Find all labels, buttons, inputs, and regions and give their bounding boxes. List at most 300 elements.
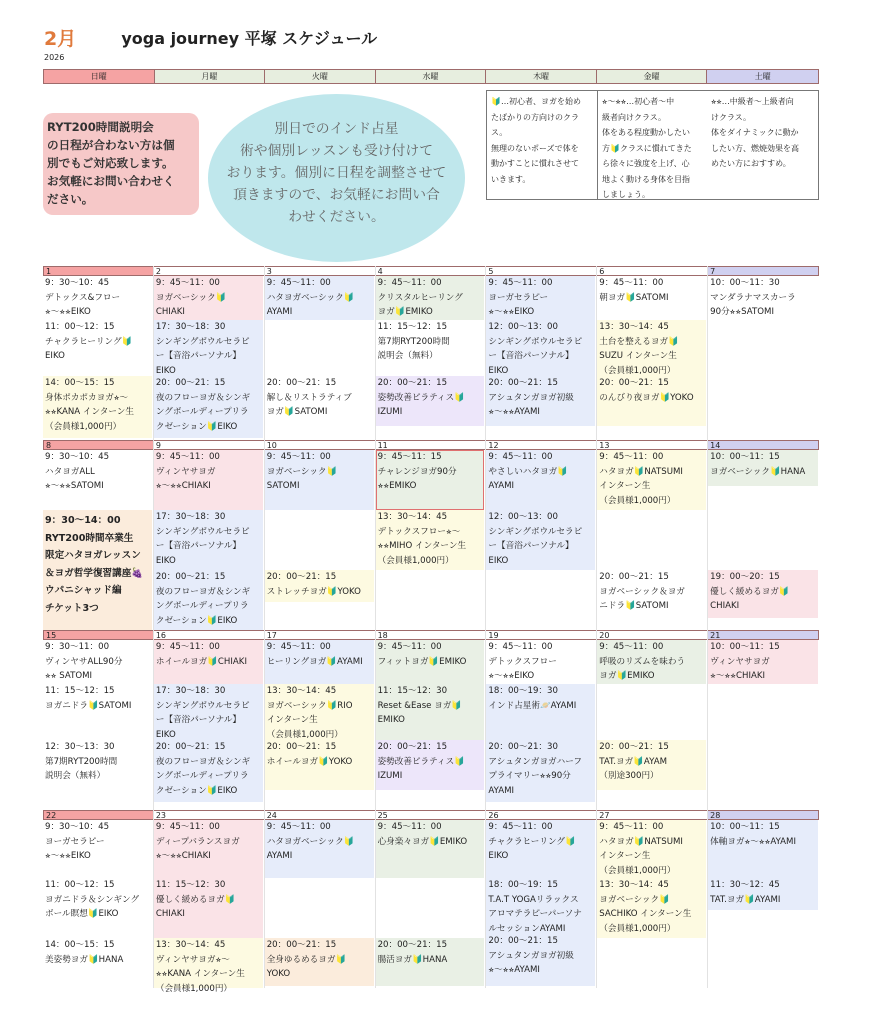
event-line: クゼーション🔰EIKO	[155, 786, 238, 797]
event-line: ⭐︎〜⭐︎⭐︎SATOMI	[45, 481, 104, 492]
legend-line: したい方、燃焼効果を高	[711, 143, 799, 153]
notice-line: わせください。	[288, 209, 385, 225]
class-event	[376, 740, 485, 790]
event-line: 10：00〜11：15	[710, 822, 780, 832]
class-event	[486, 878, 595, 934]
event-line: EIKO	[155, 730, 176, 741]
event-line: 9：30〜10：45	[45, 278, 110, 288]
class-event	[154, 510, 263, 570]
day-number: 19	[486, 630, 596, 640]
day-number: 20	[597, 630, 707, 640]
day-number: 12	[486, 440, 596, 450]
class-event	[376, 820, 485, 878]
event-line: ディープバランスヨガ	[155, 836, 240, 847]
event-line: 14：00〜15：15	[45, 940, 115, 950]
level-legend-advanced	[707, 90, 819, 200]
event-line: デトックスフロー⭐︎〜	[377, 526, 461, 537]
day-cell	[486, 440, 597, 630]
day-cell	[43, 630, 154, 810]
event-line: ヴィンヤサヨガ	[155, 466, 216, 477]
event-line: T.A.T YOGAリラックス	[488, 894, 579, 905]
event-line: ヨーガセラピー	[45, 836, 105, 847]
event-line: 腸活ヨガ🔰HANA	[377, 954, 448, 965]
day-number: 9	[154, 440, 264, 450]
class-event	[43, 938, 152, 986]
event-line: SUZU インターン生	[599, 351, 677, 362]
day-cell	[154, 630, 265, 810]
event-line: 9：45〜11：00	[488, 642, 553, 652]
event-line: 9：30〜10：45	[45, 822, 110, 832]
notice-line: 別日でのインド占星	[274, 121, 399, 137]
event-line: 9：45〜11：00	[155, 452, 220, 462]
event-line: チャレンジヨガ90分	[377, 466, 457, 477]
event-line: ＆ヨガ哲学復習講座🍇	[45, 567, 144, 579]
event-line: ⭐︎⭐︎KANA インターン生	[45, 407, 134, 418]
event-line: 11：15〜12：15	[45, 686, 115, 696]
legend-line: ⭐︎〜⭐︎⭐︎…初心者〜中	[602, 97, 675, 106]
event-line: ⭐︎〜⭐︎⭐︎AYAMI	[488, 965, 540, 976]
event-line: デトックスフロー	[488, 656, 557, 667]
event-line: 17：30〜18：30	[155, 322, 226, 332]
event-line: 9：45〜11：00	[599, 452, 664, 462]
day-number: 27	[597, 810, 707, 820]
event-line: クゼーション🔰EIKO	[155, 616, 238, 627]
notice-line: ださい。	[47, 192, 94, 206]
day-cell	[43, 266, 154, 440]
class-event	[43, 376, 152, 438]
class-event	[154, 938, 263, 995]
class-event	[597, 740, 706, 790]
event-line: インターン生	[599, 851, 651, 862]
event-line: 20：00〜21：15	[266, 742, 337, 752]
event-line: 9：30〜14：00	[45, 515, 121, 526]
event-line: アシュタンガヨガ初級	[488, 950, 574, 961]
event-line: ヨガベーシック🔰	[155, 292, 227, 303]
class-event	[708, 570, 818, 618]
class-event	[486, 934, 595, 986]
event-line: （会員様1,000円）	[599, 866, 676, 877]
event-line: （会員様1,000円）	[155, 984, 233, 995]
notice-line: 術や個別レッスンも受け付けて	[239, 143, 434, 159]
event-line: ー【音浴パーソナル】	[488, 541, 574, 552]
class-event	[486, 740, 595, 802]
event-line: 13：30〜14：45	[599, 322, 669, 332]
day-cell	[597, 440, 708, 630]
event-line: ハタヨガ🔰NATSUMI	[599, 836, 683, 847]
day-number: 28	[708, 810, 819, 820]
event-line: 姿勢改善ピラティス🔰	[377, 756, 465, 767]
event-line: 12：00〜13：00	[488, 322, 558, 332]
day-number: 25	[376, 810, 486, 820]
event-line: 20：00〜21：15	[377, 378, 448, 388]
event-line: 夜のフローヨガ＆シンギ	[155, 392, 251, 403]
page-title: yoga journey 平塚 スケジュール	[121, 29, 378, 48]
event-line: SACHIKO インターン生	[599, 909, 692, 920]
event-line: 12：00〜13：00	[488, 512, 558, 522]
event-line: 9：45〜11：00	[599, 278, 664, 288]
day-number: 5	[486, 266, 596, 276]
legend-line: たばかりの方向けのクラ	[491, 112, 579, 122]
event-line: プライマリー⭐︎⭐︎90分	[488, 771, 571, 782]
event-line: 限定ハタヨガレッスン	[45, 550, 141, 561]
event-line: 10：00〜11：15	[710, 452, 780, 462]
event-line: 優しく緩めるヨガ🔰	[155, 894, 236, 905]
day-cell	[486, 630, 597, 810]
legend-line: 級者向けクラス。	[602, 112, 666, 122]
event-line: 20：00〜21：15	[377, 940, 448, 950]
weekday-sat: 土曜	[707, 70, 818, 83]
event-line: ⭐︎〜⭐︎⭐︎CHIAKI	[155, 481, 211, 492]
event-line: ルセッションAYAMI	[488, 924, 566, 935]
class-event	[708, 640, 818, 684]
event-line: （会員様1,000円）	[266, 730, 343, 741]
event-line: AYAMI	[488, 786, 515, 797]
legend-line: 体をある程度動かしたい	[602, 128, 690, 137]
event-line: （会員様1,000円）	[45, 422, 122, 433]
day-number: 13	[597, 440, 707, 450]
class-event	[43, 276, 152, 320]
event-line: 9：45〜11：00	[155, 642, 220, 652]
day-cell	[486, 266, 597, 440]
event-line: のんびり夜ヨガ🔰YOKO	[599, 392, 694, 403]
event-line: AYAMI	[488, 481, 515, 492]
private-lesson-notice	[208, 94, 465, 262]
event-line: CHIAKI	[710, 601, 740, 612]
event-line: ハタヨガベーシック🔰	[266, 836, 355, 847]
event-line: ⭐︎〜⭐︎⭐︎AYAMI	[488, 407, 540, 418]
day-number: 11	[376, 440, 486, 450]
event-line: ⭐︎〜⭐︎⭐︎EIKO	[45, 307, 91, 318]
event-line: 夜のフローヨガ＆シンギ	[155, 586, 251, 597]
day-cell	[154, 810, 265, 995]
event-line: 体軸ヨガ⭐︎〜⭐︎⭐︎AYAMI	[710, 836, 797, 847]
class-event	[154, 450, 263, 510]
event-line: ⭐︎⭐︎EMIKO	[377, 481, 417, 492]
event-line: アロマテラピーパーソナ	[488, 909, 582, 920]
class-event	[597, 820, 706, 878]
class-event	[154, 570, 263, 630]
event-line: ⭐︎⭐︎ SATOMI	[45, 671, 93, 682]
event-line: 13：30〜14：45	[599, 880, 669, 890]
event-line: AYAMI	[266, 307, 293, 318]
notice-line: RYT200時間説明会	[47, 120, 154, 134]
event-line: 13：30〜14：45	[155, 940, 226, 950]
event-line: 14：00〜15：15	[45, 378, 115, 388]
event-line: YOKO	[266, 969, 291, 980]
event-line: （会員様1,000円）	[599, 496, 676, 507]
event-line: 美姿勢ヨガ🔰HANA	[45, 954, 124, 965]
event-line: ヨガベーシック＆ヨガ	[599, 586, 685, 597]
event-line: ー【音浴パーソナル】	[155, 541, 242, 552]
weekday-fri: 金曜	[597, 70, 708, 83]
event-line: 説明会（無料）	[377, 351, 438, 362]
class-event	[154, 640, 263, 684]
event-line: ヨガ🔰EMIKO	[377, 307, 433, 318]
event-line: シンギングボウルセラピ	[488, 336, 583, 347]
event-line: ハタヨガベーシック🔰	[266, 292, 355, 303]
event-line: 20：00〜21：15	[377, 742, 448, 752]
event-line: 20：00〜21：30	[488, 742, 558, 752]
legend-line: 地よく動ける身体を目指	[602, 174, 690, 184]
class-event	[486, 320, 595, 376]
notice-line: 頂きますので、お気軽にお問い合	[233, 187, 440, 203]
event-line: シンギングボウルセラピ	[155, 700, 250, 711]
day-number: 15	[43, 630, 153, 640]
day-cell	[376, 266, 487, 440]
class-event	[43, 878, 152, 938]
event-line: ヨーガセラピー	[488, 292, 549, 303]
event-line: IZUMI	[377, 771, 403, 782]
day-cell	[43, 810, 154, 988]
class-event	[265, 684, 374, 740]
class-event	[486, 276, 595, 320]
legend-line: ス。	[491, 128, 508, 137]
day-number: 16	[154, 630, 264, 640]
event-line: ー【音浴パーソナル】	[155, 351, 242, 362]
event-line: 90分⭐︎⭐︎SATOMI	[710, 307, 774, 318]
class-event	[154, 684, 263, 740]
event-line: 20：00〜21：15	[155, 742, 226, 752]
class-event	[265, 276, 374, 320]
month-label: 2月	[44, 28, 77, 50]
day-cell	[376, 810, 487, 988]
event-line: 夜のフローヨガ＆シンギ	[155, 756, 251, 767]
event-line: 解し＆リストラティブ	[266, 392, 352, 403]
event-line: 9：45〜11：00	[488, 822, 553, 832]
event-line: チケット3つ	[45, 602, 99, 614]
weekday-header-row	[43, 69, 819, 84]
class-event	[265, 450, 374, 510]
class-event	[486, 376, 595, 426]
class-event	[708, 276, 818, 326]
event-line: 11：15〜12：15	[377, 322, 448, 332]
day-cell	[708, 266, 819, 440]
legend-line: めたい方におすすめ。	[711, 159, 791, 168]
event-line: クゼーション🔰EIKO	[155, 422, 238, 433]
event-line: RYT200時間卒業生	[45, 532, 134, 544]
event-line: EIKO	[488, 851, 509, 862]
level-legend-intermediate	[597, 90, 708, 200]
legend-line: いきます。	[491, 174, 531, 184]
class-event	[486, 640, 595, 684]
event-line: ヨガ🔰SATOMI	[266, 407, 328, 418]
event-line: ヨガベーシック🔰RIO	[266, 700, 353, 711]
event-line: ー【音浴パーソナル】	[488, 351, 574, 362]
event-line: 優しく緩めるヨガ🔰	[710, 586, 790, 597]
day-cell	[597, 630, 708, 810]
day-number: 17	[265, 630, 375, 640]
class-event	[154, 820, 263, 878]
event-line: 朝ヨガ🔰SATOMI	[599, 292, 669, 303]
event-line: 呼吸のリズムを味わう	[599, 656, 686, 667]
event-line: ヨガベーシック🔰	[599, 894, 670, 905]
class-event	[597, 570, 706, 618]
class-event	[376, 376, 485, 426]
class-event	[43, 684, 152, 740]
event-line: Reset &Ease ヨガ🔰	[377, 700, 463, 711]
event-line: やさしいハタヨガ🔰	[488, 466, 568, 477]
year-label: 2026	[44, 53, 65, 62]
event-line: 17：30〜18：30	[155, 686, 226, 696]
event-line: アシュタンガヨガハーフ	[488, 756, 583, 767]
class-event	[265, 640, 374, 684]
class-event	[265, 938, 374, 986]
event-line: TAT.ヨガ🔰AYAMI	[710, 894, 781, 905]
event-line: 20：00〜21：15	[599, 742, 669, 752]
legend-line: 方🔰クラスに慣れてきた	[602, 143, 692, 153]
class-event	[597, 320, 706, 376]
class-event	[597, 376, 706, 426]
event-line: 9：45〜11：00	[266, 642, 331, 652]
class-event	[376, 510, 485, 570]
event-line: インド占星術🪐AYAMI	[488, 700, 577, 711]
day-number: 8	[43, 440, 153, 450]
class-event	[376, 684, 485, 740]
day-cell	[265, 630, 376, 810]
day-cell	[265, 810, 376, 988]
event-line: 9：30〜10：45	[45, 452, 110, 462]
day-cell	[708, 810, 819, 988]
event-line: 9：45〜11：00	[377, 278, 442, 288]
class-event	[154, 376, 263, 438]
event-line: EIKO	[155, 556, 176, 567]
weekday-wed: 水曜	[376, 70, 487, 83]
event-line: 11：15〜12：30	[377, 686, 448, 696]
legend-line: 体をダイナミックに動か	[711, 128, 799, 137]
class-event	[376, 320, 485, 376]
event-line: ニドラ🔰SATOMI	[599, 601, 669, 612]
event-line: 10：00〜11：15	[710, 642, 780, 652]
event-line: ⭐︎〜⭐︎⭐︎EIKO	[488, 671, 535, 682]
event-line: ⭐︎〜⭐︎⭐︎CHIAKI	[710, 671, 766, 682]
event-line: 20：00〜21：15	[266, 940, 337, 950]
event-line: SATOMI	[266, 481, 300, 492]
event-line: 9：45〜11：15	[377, 452, 442, 462]
day-cell	[265, 440, 376, 630]
event-line: 20：00〜21：15	[155, 378, 226, 388]
day-number: 1	[43, 266, 153, 276]
class-event	[597, 878, 706, 938]
event-line: 12：30〜13：30	[45, 742, 115, 752]
event-line: ウパニシャッド編	[45, 585, 122, 596]
event-line: 19：00〜20：15	[710, 572, 780, 582]
event-line: ヨガベーシック🔰HANA	[710, 466, 806, 477]
event-line: EIKO	[488, 556, 509, 567]
event-line: インターン生	[266, 715, 318, 726]
event-line: CHIAKI	[155, 909, 185, 920]
class-event	[486, 510, 595, 570]
legend-line: けクラス。	[711, 112, 751, 122]
event-line: 10：00〜11：30	[710, 278, 780, 288]
class-event	[43, 450, 152, 510]
event-line: 9：45〜11：00	[488, 278, 553, 288]
legend-line: 無理のないポーズで体を	[491, 143, 579, 153]
event-line: ヴィンヤサALL90分	[45, 656, 123, 667]
event-line: ングボールディープリラ	[155, 407, 249, 418]
event-line: ヨガニドラ🔰SATOMI	[45, 700, 132, 711]
event-line: EIKO	[488, 366, 509, 377]
event-line: ヨガニドラ＆シンギング	[45, 894, 140, 905]
event-line: 9：45〜11：00	[266, 278, 331, 288]
legend-line: 🔰…初心者、ヨガを始め	[491, 97, 581, 106]
event-line: 9：45〜11：00	[599, 822, 664, 832]
class-event	[43, 510, 152, 630]
event-line: 全身ゆるめるヨガ🔰	[266, 954, 347, 965]
day-cell	[708, 440, 819, 630]
notice-line: の日程が合わない方は個	[47, 138, 175, 152]
class-event	[597, 276, 706, 320]
event-line: 20：00〜21：15	[266, 378, 337, 388]
day-cell	[376, 440, 487, 630]
class-event	[154, 276, 263, 320]
class-event	[43, 320, 152, 376]
event-line: 9：45〜11：00	[377, 822, 442, 832]
day-number: 21	[708, 630, 819, 640]
legend-line: ら徐々に強度を上げ、心	[602, 159, 690, 168]
day-cell	[376, 630, 487, 810]
day-cell	[154, 266, 265, 440]
class-event	[708, 450, 818, 486]
event-line: シンギングボウルセラピ	[488, 526, 583, 537]
event-line: CHIAKI	[155, 307, 185, 318]
weekday-tue: 火曜	[265, 70, 376, 83]
event-line: アシュタンガヨガ初級	[488, 392, 574, 403]
event-line: 心身楽々ヨガ🔰EMIKO	[377, 836, 468, 847]
event-line: ボール瞑想🔰EIKO	[45, 909, 119, 920]
event-line: IZUMI	[377, 407, 403, 418]
class-event	[376, 276, 485, 320]
event-line: ングボールディープリラ	[155, 771, 249, 782]
day-number: 18	[376, 630, 486, 640]
event-line: ヴィンヤサヨガ⭐︎〜	[155, 954, 230, 965]
event-line: EIKO	[45, 351, 65, 362]
day-cell	[597, 810, 708, 988]
event-line: 20：00〜21：15	[155, 572, 226, 582]
event-line: ⭐︎〜⭐︎⭐︎CHIAKI	[155, 851, 211, 862]
day-number: 10	[265, 440, 375, 450]
event-line: （会員様1,000円）	[377, 556, 454, 567]
event-line: ヴィンヤサヨガ	[710, 656, 770, 667]
event-line: 17：30〜18：30	[155, 512, 226, 522]
legend-line: しましょう。	[602, 190, 650, 199]
event-line: 11：15〜12：30	[155, 880, 226, 890]
class-event	[43, 740, 152, 802]
event-line: 9：45〜11：00	[266, 452, 331, 462]
event-line: マンダラナマスカーラ	[710, 292, 796, 303]
class-event	[43, 820, 152, 878]
event-line: 13：30〜14：45	[266, 686, 337, 696]
event-line: 土台を整えるヨガ🔰	[599, 336, 679, 347]
day-number: 14	[708, 440, 819, 450]
event-line: 11：30〜12：45	[710, 880, 780, 890]
event-line: ヒーリングヨガ🔰AYAMI	[266, 656, 363, 667]
class-event	[154, 320, 263, 376]
event-line: 第7期RYT200時間	[45, 756, 118, 767]
event-line: （別途300円）	[599, 771, 659, 782]
event-line: ⭐︎〜⭐︎⭐︎EIKO	[488, 307, 535, 318]
event-line: 第7期RYT200時間	[377, 336, 450, 347]
day-cell	[708, 630, 819, 810]
page-header	[44, 24, 377, 50]
day-cell	[265, 266, 376, 440]
day-cell	[597, 266, 708, 440]
event-line: ヨガベーシック🔰	[266, 466, 338, 477]
notice-line: おります。個別に日程を調整させて	[226, 165, 447, 181]
event-line: ヨガ🔰EMIKO	[599, 671, 655, 682]
class-event	[376, 640, 485, 684]
event-line: 身体ポカポカヨガ⭐︎〜	[45, 392, 129, 403]
event-line: （会員様1,000円）	[599, 924, 676, 935]
